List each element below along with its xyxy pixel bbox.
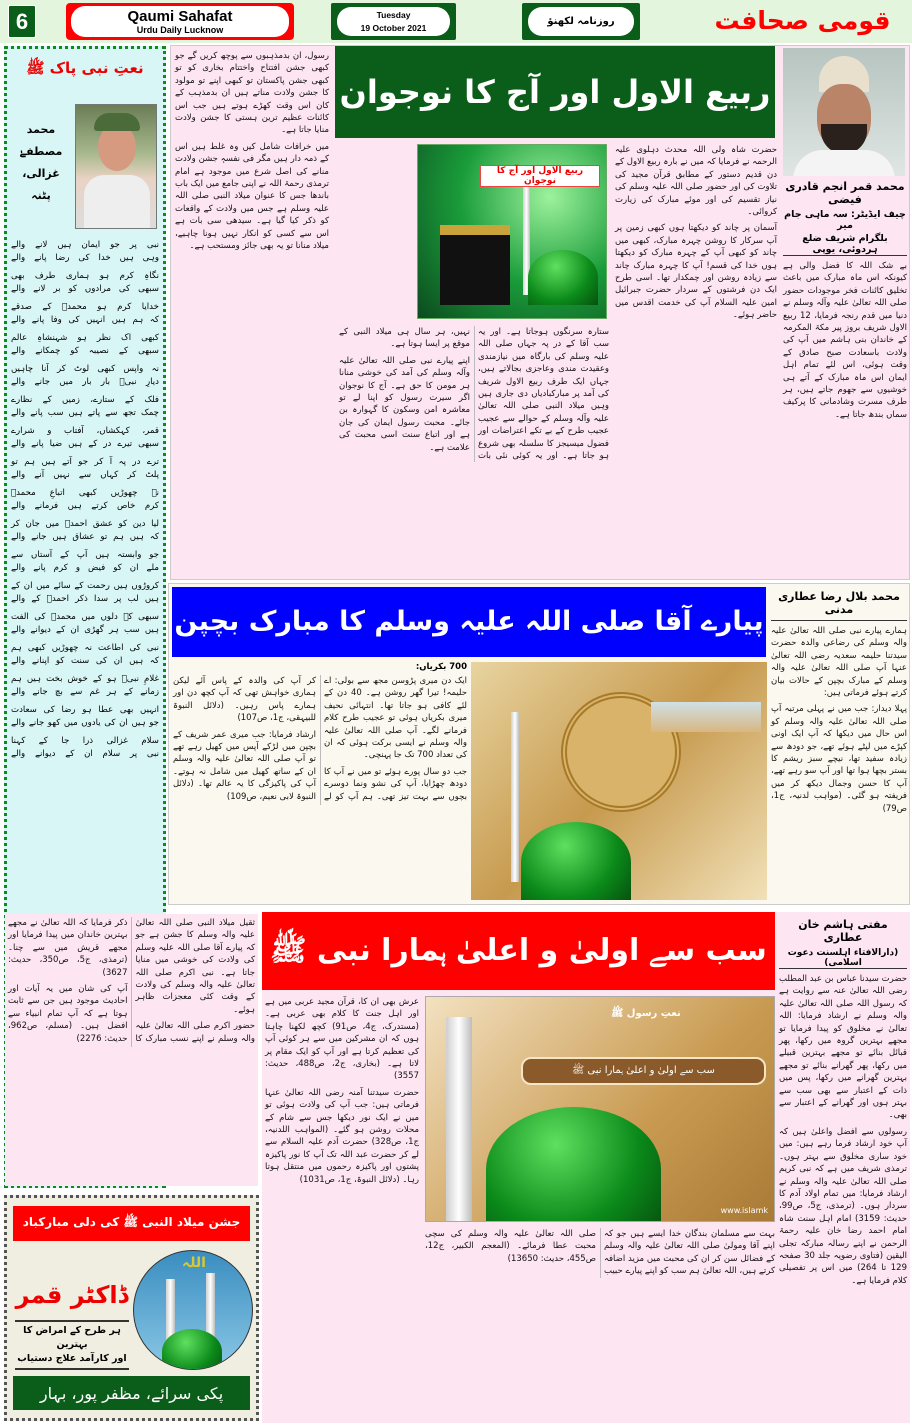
couplet: [11, 611, 159, 637]
verse-line: نبی کی اطاعت نہ چھوڑیں کبھی ہم: [11, 643, 159, 653]
verse-line: سبھی کے دلوں میں محمدؐ کی الفت: [11, 612, 159, 622]
article-text: [173, 675, 467, 805]
article-text: [615, 144, 777, 326]
couplet: [11, 301, 159, 327]
doctor-advertisement: جشن میلاد النبی ﷺ کی دلی مبارکباد اللہ ڈاکٹر قمر ہر طرح کے امراض کا بہترین اور کارآمد علاج دستیاب پکی سرائے، مظفر پور، بہار: [4, 1195, 259, 1421]
poet-photo: [75, 104, 157, 229]
article-highest-prophet: [0, 910, 910, 1425]
headline: پیارے آقا صلی اللہ علیہ وسلم کا مبارک بچپن: [172, 587, 766, 657]
couplet: [11, 518, 159, 544]
headline: ربیع الاول اور آج کا نوجوان: [335, 46, 775, 138]
article-text: [771, 625, 907, 819]
kaaba-madina-image: ربیع الاول اور آج کا نوجوان: [417, 144, 607, 319]
roznama-box: روزنامہ لکھنؤ: [522, 3, 640, 40]
paragraph: حضرت شاہ ولی اللہ محدث دہلوی علیہ الرحمہ نے فرمایا کہ میں نے بارہ ربیع الاول کے دن قدیم دستور کے مطابق قرآن مجید کی تلاوت کی اور حضور صلی اللہ علیہ وسلم کی نیاز تقسیم کی اور موئے مبارک کی زیارت کروائی۔: [615, 145, 777, 218]
verse-line: نبی پر سلام ان کے دیوانے والے: [11, 749, 159, 759]
paragraph: آپ کی شان میں یہ آیات اور احادیث موجود ہیں جن سے ثابت ہوتا ہے کہ آپ تمام انبیاء سے افضل ہیں۔ (مسلم، ص962، حدیث: 2276): [8, 984, 128, 1044]
paragraph: میں خرافات شامل کیں وہ غلط ہیں اس کے ذمہ دار ہیں مگر فی نفسہٖ جشن ولادت منانے کی اصل شرع میں موجود ہے امام ترمذی رحمۃ اللہ نے اپنی جامع میں ایک باب باندھا جس کا عنوان میلاد النبی صلی اللہ علیہ وسلم ہے جس میں ولادت کے واقعات کو ذکر کیا گیا ہے۔ سیدھی سی بات ہے اس سے کسی کو انکار نہیں ہونا چاہیے، میلاد منانا تو یہ بھی جائز ومستحب ہے۔: [175, 141, 329, 252]
couplet: [11, 425, 159, 451]
couplet: [11, 239, 159, 265]
article-text: [265, 996, 419, 1190]
paragraph: عرش بھی ان کا، قرآن مجید عربی میں ہے اور اہل جنت کا کلام بھی عربی ہے۔ (مستدرک، ج4، ص91) کچھ لکھنا چاہتا ہوں کہ ان مشرکین میں سے ہر کوئی آپ کی تعظیم کرتا ہے اور آپ کو ایک مقام پر لاتا ہے۔ (بخاری، ج2، ص488، حدیث: 3557): [265, 997, 419, 1082]
poet-name-block: محمد مصطفےٰ غزالی، پٹنہ: [19, 123, 63, 202]
left-text-area: [5, 914, 258, 1186]
verse-line: کہ ہیں ہم تو عشاق ہیں جانے والے: [11, 532, 159, 542]
naat-title: نعتِ نبی پاک ﷺ: [26, 59, 144, 77]
newspaper-logo: قومی صحافت: [714, 6, 891, 35]
verse-line: ہیں لب پر سدا ذکر احمدؐ کے والے: [11, 594, 159, 604]
english-title-box: Qaumi Sahafat Urdu Daily Lucknow: [66, 3, 294, 40]
paragraph: ارشاد فرمایا: جب میری عمر شریف کے بچپن میں لڑکے آپس میں کھیل رہے تھے تو آپ صلی اللہ تعالیٰ علیہ والہ وسلم ان کے ساتھ کھیل میں شامل نہ ہوتے۔ آپ کی پاکیزگی کا یہ عالم تھا۔ (دلائل النبوۃ لابی نعیم، ص109): [173, 729, 316, 802]
verse-line: نبی پر جو ایمان ہیں لانے والے: [11, 240, 159, 250]
masthead: [0, 0, 912, 43]
couplet: [11, 549, 159, 575]
verse-line: کہ ہیں ان کی سنت کو اپنانے والے: [11, 656, 159, 666]
paragraph: آسمان پر چاند کو دیکھتا ہوں کبھی زمین پر آپ سرکار کا روشن چہرہ مبارک، کبھی میں چاند کو کبھی آپ کے چہرہ مبارک کو دیکھتا ہوں خدا کی قسم! آپ کا چہرہ مبارک چاند سے زیادہ روشن اور چمکدار تھا۔ اسی طرح ایک دن فرشتوں کے سردار حضرت جبرائیل امین علیہ السلام آپ کی خدمت اقدس میں حاضر ہوئے۔: [615, 223, 777, 321]
couplet: [11, 332, 159, 358]
paragraph: ستارہ سرنگوں ہوجاتا ہے۔ اور یہ سب آقا کے در پہ جہاں صلی اللہ علیہ وسلم کی بارگاہ میں نیازمندی وعقیدت مندی وعاجزی بجالاتے ہیں، جہاں ایک طرف ربیع الاول شریف کی آمد پر مبارکبادیاں دی جاری ہیں وہیں میلاد النبی صلی اللہ تعالیٰ علیہ وآلہ وسلم کے حوالے سے عجیب عجیب طرح کے بے تکے اعتراضات اور فضول میسیجز کا سلسلہ بھی شروع ہو جاتا ہے۔ اور یہ کوئی نئی بات نہیں، ہر سال ہی میلاد النبی کے موقع پر ایسا ہوتا ہے۔: [339, 327, 609, 462]
poem: [11, 239, 159, 766]
couplet: [11, 487, 159, 513]
verse-line: انہیں بھی عطا ہو رضا کی سعادت: [11, 705, 159, 715]
paragraph: رسول، ان بدمذہبوں سے پوچھ کریں گے جو کبھی جشن افتتاح واختتام بخاری کو تو کبھی جشن پاکستان تو کبھی اپنے تو مولود کا جشن ولادت مناتے ہیں ان بدمذہب کے کان اس وقت کھڑے ہوتے ہیں جب اس کائنات عظیم ترین ہستی کا جشن ولادت منایا جاتا ہے۔: [175, 51, 329, 136]
author-photo: [783, 48, 905, 176]
verse-line: دیارِ نبیؐ بار بار میں جانے والے: [11, 377, 159, 387]
desert-madina-image: [471, 662, 767, 900]
date-box: Tuesday 19 October 2021: [331, 3, 456, 40]
verse-line: جو وابستہ ہیں آپ کے آستاں سے: [11, 550, 159, 560]
couplet: [11, 270, 159, 296]
paragraph: جب دو سال پورے ہوئے تو میں نے آپ کا دودھ چھڑایا، آپ کی نشو ونما دوسرے بچوں سے بہت تیز تھی۔ ہم آپ کو لے کر آپ کی والدہ کے پاس آئے لیکن ہماری خواہش تھی کہ آپ کچھ دن اور ہمارے پاس رہیں۔ (دلائل النبوۃ للبیہقی، ج1، ص107): [173, 676, 467, 802]
verse-line: ملے ان کو فیض و کرم پانے والے: [11, 563, 159, 573]
couplet: [11, 735, 159, 761]
article-text: [339, 326, 609, 462]
page-number: 6: [8, 5, 36, 38]
paragraph: رسولوں سے افضل واعلیٰ ہیں کہ آپ خود ارشاد فرما رہے ہیں: میں خود ساری مخلوق سے بہتر ہوں۔ ترمذی شریف میں ہے کہ نبی کریم صلی اللہ تعالیٰ علیہ والہ وسلم نے ارشاد فرمایا: میں تمام اولاد آدم کا سردار ہوں۔ (ترمذی، ج5، ص99، حدیث: 3159) امام اہل سنت شاہ امام احمد رضا خان علیہ رحمۃ الرحمن نے اپنے رسالہ مبارکہ تجلی الیقین (فتاوی رضویہ جلد 30 صفحہ 129 تا 264) میں اس پر تفصیلی کلام فرمایا ہے۔: [779, 1126, 907, 1286]
article-text: [779, 973, 907, 1291]
couplet: [11, 456, 159, 482]
right-column: [783, 48, 907, 425]
headline: سب سے اولیٰ و اعلیٰ ہمارا نبی ﷺ: [262, 912, 775, 990]
paragraph: حضرت سیدتنا آمنہ رضی اللہ تعالیٰ عنہا فرماتی ہیں: جب آپ کی ولادت ہوئی تو میں نے ایک نور دیکھا جس سے شام کے محلات روشن ہو گئے۔ (المواہب اللدنیہ، ج1، ص328) حضرت آدم علیہ السلام سے لے کر حضرت عبد اللہ تک آپ کا نور پاکیزہ پشتوں اور پاکیزہ رحموں میں منتقل ہوتا رہا۔ (دلائل النبوۃ، ج1، ص1031): [265, 1087, 419, 1185]
couplet: [11, 673, 159, 699]
paragraph: ہمارے پیارے نبی صلی اللہ تعالیٰ علیہ والہ وسلم کی رضاعی والدہ حضرت سیدتنا حلیمہ سعدیہ رضی اللہ تعالیٰ عنہا آپ صلی اللہ تعالیٰ علیہ والہ وسلم کے مبارک بچپن کے حالات بیان کرتے ہوئے فرماتی ہیں:: [771, 626, 907, 699]
paragraph: حضرت سیدنا عباس بن عبد المطلب رضی اللہ تعالیٰ عنہ سے روایت ہے کہ رسول اللہ صلی اللہ تعالیٰ علیہ والہ وسلم نے ارشاد فرمایا: اللہ تعالیٰ نے مخلوق کو پیدا فرمایا تو مجھے بہترین گروہ میں رکھا، پھر قبائل بنائے تو مجھے بہترین قبیلے میں رکھا، پھر گھرانے بنائے تو مجھے بہترین گھرانے میں رکھا، پس میں ذات کے اعتبار سے بھی سب سے بہتر ہوں اور گھرانے کے اعتبار سے بھی۔: [779, 974, 907, 1121]
couplet: [11, 704, 159, 730]
article-blessed-childhood: [168, 583, 910, 905]
verse-line: کبھی اک نظر ہو شہنشاہِ عالم: [11, 333, 159, 343]
verse-line: چمک تجھ سے پاتے ہیں سب پانے والے: [11, 408, 159, 418]
paragraph: پہلا دیدار: جب میں نے پہلی مرتبہ آپ صلی اللہ تعالیٰ علیہ والہ وسلم کو اس حال میں دیکھا کہ آپ ایک اونی کپڑے میں لپٹے ہوئے تھے، جو دودھ سے زیادہ سفید تھا، نیچے سبز ریشم کا بستر بچھا ہوا تھا اور آپ سو رہے تھے، آپ کا حسن وجمال دیکھ کر میں فریفتہ ہو گئی۔ (مواہب لدنیہ، ج1، ص79): [771, 704, 907, 814]
verse-line: سبھی تیرے در کے ہیں ضیا پانے والے: [11, 439, 159, 449]
paragraph: ایک دن میری پڑوسن مجھ سے بولی: اے حلیمہ! تیرا گھر روشن ہے۔ 40 دن کے لئے کافی ہو جاتا تھا۔ انتہائی نحیف میری بکریاں ہوئی تو عجیب طرح کلام فرمانے لگے۔ آپ صلی اللہ تعالیٰ علیہ والہ وسلم نے ایسی برکت ہوئی کہ ان کی تعداد 700 تک جا پہنچی۔: [324, 676, 467, 761]
right-column: [779, 918, 907, 1291]
mosque-image: اللہ: [133, 1250, 253, 1370]
couplet: [11, 394, 159, 420]
verse-line: کہ ہم ہیں انہیں کی وفا پانے والے: [11, 315, 159, 325]
couplet: [11, 363, 159, 389]
verse-line: غلامِ نبیؐ ہو کے خوش بخت ہیں ہم: [11, 674, 159, 684]
couplet: [11, 642, 159, 668]
verse-line: قمر، کہکشاں، آفتاب و شرارے: [11, 426, 159, 436]
paragraph: ثقیل میلاد النبی صلی اللہ تعالیٰ علیہ والہ وسلم کا جشن ہے جو کہ پیارے آقا صلی اللہ علیہ وسلم کی ولادت کی خوشی میں منایا جاتا ہے۔ نبی اکرم صلی اللہ تعالیٰ علیہ والہ وسلم کی ولادت کے وقت کئی معجزات ظاہر ہوئے۔: [135, 918, 255, 1015]
article-rabi-ul-awwal: [170, 45, 910, 580]
subhead: 700 بکریاں:: [415, 662, 467, 672]
verse-line: خدایا کرم ہو محمدؐ کے صدقے: [11, 302, 159, 312]
verse-line: نگاہِ کرم ہو ہماری طرف بھی: [11, 271, 159, 281]
paragraph: بے شک اللہ کا فضل والی ہے کیونکہ اس ماہ مبارک میں باعث تخلیق کائنات فخر موجودات حضور صلی اللہ تعالیٰ علیہ وآلہ وسلم نے دنیا میں قدم رنجہ فرمایا، 12 ربیع الاول شریف بروز پیر مکۃ المکرمہ کے خاندان بنی ہاشم میں آپ کی ولادت باسعادت صبح صادق کے وقت ہوئی، اس لئے تمام اہل ایمان اس ماہ مبارک کے آتے ہی خوشیوں سے جھوم جاتے ہیں، ہر طرف مسرت وشادمانی کا پرکیف سماں بندھ جاتا ہے۔: [783, 261, 907, 420]
verse-line: نہ چھوڑیں کبھی اتباعِ محمدؐ: [11, 488, 159, 498]
left-text-area: [173, 662, 467, 805]
verse-line: پلٹ کر کہاں سے نہیں آنے والے: [11, 470, 159, 480]
article-text: [783, 260, 907, 425]
verse-line: جو ہیں ان کی یادوں میں کھو جانے والے: [11, 718, 159, 728]
author-byline: مفتی ہاشم خان عطاری (دارالافتاء اہلسنت دعوت اسلامی): [779, 918, 907, 969]
verse-line: نہ واپس کبھی لوٹ کر آنا چاہیں: [11, 364, 159, 374]
paragraph: حضور اکرم صلی اللہ تعالیٰ علیہ والہ وسلم نے اپنے نسب مبارک کا ذکر فرمایا کہ اللہ تعالیٰ نے مجھے بہترین خاندان میں پیدا فرمایا اور مجھے قریش میں سے چنا۔ (ترمذی، ج5، ص350، حدیث: 3627): [8, 918, 255, 1044]
verse-line: سلام غزالی ذرا جا کے کہنا: [11, 736, 159, 746]
verse-line: فلک کے ستارے، زمیں کے نظارے: [11, 395, 159, 405]
paragraph: اپنے پیارے نبی صلی اللہ تعالیٰ علیہ وآلہ وسلم کی آمد کی خوشی منانا ہر مومن کا حق ہے۔ آج کا نوجوان اگر سیرت رسول کو اپنا لے تو معاشرہ امن وسکون کا گہوارہ بن جائے۔ محبت رسول ایمان کی جان ہے اور اتباع سنت اسی محبت کی علامت ہے۔: [339, 355, 470, 453]
author-byline: محمد بلال رضا عطاری مدنی: [771, 590, 907, 621]
verse-line: زمانے کے ہر غم سے بچ جانے والے: [11, 687, 159, 697]
verse-line: کرم خاص کرتے ہیں فرمانے والے: [11, 501, 159, 511]
verse-line: لیا دین کو عشق احمدؐ میں جان کر: [11, 519, 159, 529]
verse-line: وہی ہیں خدا کی رضا پانے والے: [11, 253, 159, 263]
verse-line: سبھی کی مرادوں کو بر لانے والے: [11, 284, 159, 294]
paragraph: بہت سے مسلمان بندگان خدا ایسے ہیں جو کہ اپنے آقا ومولیٰ صلی اللہ تعالیٰ علیہ والہ وسلم کے فضائل سن کر ان کی محبت میں مزید اضافہ کرتے ہیں، اللہ تعالیٰ ہم سب کو اپنے پیارے حبیب صلی اللہ تعالیٰ علیہ والہ وسلم کی سچی محبت عطا فرمائے۔ (المعجم الکبیر، ج12، ص455، حدیث: 13650): [425, 1229, 775, 1277]
green-dome-image: نعتِ رسول ﷺ سب سے اولیٰ و اعلیٰ ہمارا نبی ﷺ www.islamk: [425, 996, 775, 1222]
article-text: [8, 917, 255, 1047]
article-text: [425, 1228, 775, 1278]
right-column: [771, 590, 907, 819]
author-byline: محمد قمر انجم قادری فیضی چیف ایڈیٹر: سہ ماہی جام میر بلگرام شریف ضلع ہردوئی، یوپی: [784, 180, 906, 255]
verse-line: کروڑوں ہیں رحمت کے سائے میں ان کے: [11, 581, 159, 591]
couplet: [11, 580, 159, 606]
verse-line: سبھی کے نصیبہ کو چمکانے والے: [11, 346, 159, 356]
verse-line: ہیں سب ہر گھڑی ان کے دیوانے والے: [11, 625, 159, 635]
article-text: [175, 50, 329, 257]
verse-line: ترے در پہ آ کر جو آتے ہیں ہم تو: [11, 457, 159, 467]
